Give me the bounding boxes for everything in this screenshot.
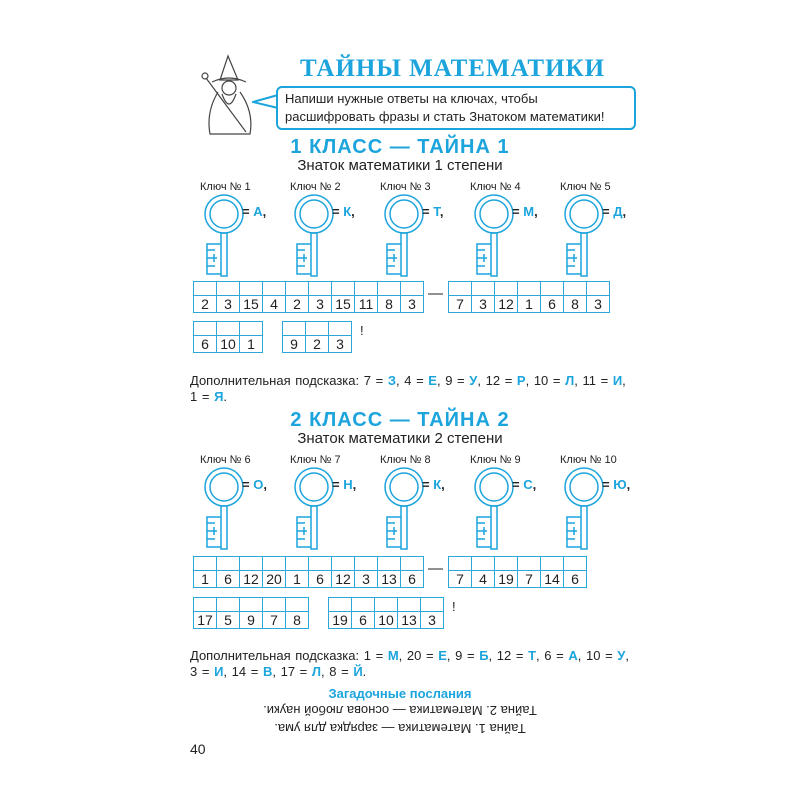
answer-cell[interactable] [217,281,240,313]
cell-number: 6 [316,571,324,587]
hint-letter: Р [516,373,526,388]
answer-input-box[interactable] [449,557,471,571]
answer-cell[interactable] [355,556,378,588]
hint-letter: Т [528,648,537,663]
exclamation: ! [360,323,364,338]
answer-input-box[interactable] [309,282,331,296]
hint-number: 10 [533,373,549,388]
answer-input-box[interactable] [263,598,285,612]
section-2-title: 2 КЛАСС — ТАЙНА 2 [290,409,510,431]
hint-label: Дополнительная подсказка: [190,648,360,663]
cell-number: 19 [332,612,348,628]
answer-grid [193,597,309,629]
cell-number: 6 [359,612,367,628]
cell-number: 3 [224,296,232,312]
answer-input-box[interactable] [217,598,239,612]
answer-cell[interactable] [332,556,355,588]
cell-number: 10 [378,612,394,628]
key-answer: = Т, [422,204,444,219]
answer-input-box[interactable] [564,557,586,571]
hint-letter: З [387,373,396,388]
hint-number: 9 [445,373,453,388]
key-label: Ключ № 9 [470,454,521,466]
key-label: Ключ № 6 [200,454,251,466]
exclamation: ! [452,599,456,614]
key-label: Ключ № 10 [560,454,617,466]
hint-letter: Л [311,664,322,679]
key-label: Ключ № 3 [380,181,431,193]
hint-letter: И [214,664,224,679]
hint-letter: И [612,373,623,388]
answer-grid [193,281,424,313]
answer-grid [448,281,610,313]
cell-number: 15 [335,296,351,312]
hint-text: Дополнительная подсказка: 1 = М, 20 = Е, 9 = Б, 12 = Т, 6 = А, 10 = У, 3 = И, 14 = В, 17 = Л, 8 = Й. [190,648,629,679]
answer-input-box[interactable] [286,598,308,612]
section-1-subtitle: Знаток математики 1 степени [297,157,503,174]
key-label: Ключ № 2 [290,181,341,193]
cell-number: 4 [270,296,278,312]
message-line-1-upside-down: Тайна 1. Математика — зарядка для ума. [274,721,526,736]
cell-number: 12 [243,571,259,587]
answer-cell[interactable] [240,321,263,353]
answer-input-box[interactable] [541,282,563,296]
cell-number: 6 [548,296,556,312]
key-letter: А [253,204,263,219]
answer-cell[interactable] [355,281,378,313]
dash: — [428,560,443,577]
dash: — [428,285,443,302]
answer-cell[interactable] [329,321,352,353]
answer-input-box[interactable] [355,282,377,296]
answer-input-box[interactable] [240,557,262,571]
answer-input-box[interactable] [286,557,308,571]
answer-input-box[interactable] [401,557,423,571]
key-label: Ключ № 1 [200,181,251,193]
key-letter: Н [343,477,353,492]
answer-input-box[interactable] [263,282,285,296]
answer-input-box[interactable] [263,557,285,571]
cell-number: 3 [594,296,602,312]
cell-number: 8 [385,296,393,312]
key-answer: = А, [242,204,267,219]
answer-cell[interactable] [375,597,398,629]
hint-number: 1 [363,648,371,663]
hint-label: Дополнительная подсказка: [190,373,360,388]
key-label: Ключ № 8 [380,454,431,466]
hint-number: 8 [329,664,337,679]
key-label: Ключ № 5 [560,181,611,193]
key-letter: М [523,204,535,219]
hint-number: 12 [485,373,501,388]
hint-letter: У [617,648,626,663]
key-letter: Д [613,204,623,219]
answer-input-box[interactable] [306,322,328,336]
answer-cell[interactable] [449,281,472,313]
answer-input-box[interactable] [283,322,305,336]
answer-grid [193,556,424,588]
hint-letter: В [262,664,273,679]
answer-cell[interactable] [495,281,518,313]
answer-input-box[interactable] [194,557,216,571]
answer-cell[interactable] [263,556,286,588]
cell-number: 19 [498,571,514,587]
hint-number: 10 [585,648,601,663]
answer-input-box[interactable] [518,557,540,571]
hint-letter: Я [214,389,224,404]
answer-input-box[interactable] [194,598,216,612]
answer-input-box[interactable] [564,282,586,296]
key-letter: С [523,477,533,492]
key-letter: К [433,477,442,492]
answer-input-box[interactable] [194,282,216,296]
answer-input-box[interactable] [472,557,494,571]
cell-number: 1 [525,296,533,312]
answer-cell[interactable] [401,556,424,588]
answer-input-box[interactable] [518,282,540,296]
cell-number: 9 [247,612,255,628]
answer-cell[interactable] [541,556,564,588]
answer-input-box[interactable] [286,282,308,296]
cell-number: 2 [293,296,301,312]
answer-cell[interactable] [194,281,217,313]
answer-cell[interactable] [283,321,306,353]
answer-input-box[interactable] [355,557,377,571]
key-answer: = М, [512,204,538,219]
answer-cell[interactable] [518,556,541,588]
hint-number: 9 [455,648,463,663]
answer-input-box[interactable] [378,557,400,571]
hint-letter: Й [353,664,363,679]
answer-cell[interactable] [309,281,332,313]
cell-number: 20 [266,571,282,587]
answer-cell[interactable] [421,597,444,629]
answer-input-box[interactable] [541,557,563,571]
answer-input-box[interactable] [332,557,354,571]
answer-cell[interactable] [401,281,424,313]
cell-number: 3 [362,571,370,587]
hint-number: 6 [544,648,552,663]
key-letter: Т [433,204,440,219]
hint-letter: Е [428,373,437,388]
answer-input-box[interactable] [398,598,420,612]
answer-cell[interactable] [378,556,401,588]
messages-heading: Загадочные послания [328,686,472,701]
cell-number: 7 [270,612,278,628]
answer-cell[interactable] [564,281,587,313]
answer-cell[interactable] [286,556,309,588]
hint-number: 7 [363,373,371,388]
answer-cell[interactable] [449,556,472,588]
cell-number: 5 [224,612,232,628]
page-number: 40 [190,741,206,757]
answer-grid [193,321,263,353]
answer-cell[interactable] [518,281,541,313]
answer-cell[interactable] [240,556,263,588]
cell-number: 13 [401,612,417,628]
answer-cell[interactable] [472,556,495,588]
hint-text: Дополнительная подсказка: 7 = З, 4 = Е, 9 = У, 12 = Р, 10 = Л, 11 = И, 1 = Я. [190,373,626,404]
answer-cell[interactable] [587,281,610,313]
answer-input-box[interactable] [587,282,609,296]
cell-number: 6 [408,571,416,587]
cell-number: 3 [408,296,416,312]
key-letter: К [343,204,352,219]
hint-letter: Л [565,373,575,388]
cell-number: 3 [316,296,324,312]
answer-input-box[interactable] [309,557,331,571]
cell-number: 2 [313,336,321,352]
cell-number: 12 [335,571,351,587]
answer-cell[interactable] [378,281,401,313]
answer-input-box[interactable] [217,322,239,336]
key-answer: = К, [422,477,445,492]
answer-cell[interactable] [194,321,217,353]
answer-input-box[interactable] [217,282,239,296]
answer-cell[interactable] [472,281,495,313]
cell-number: 3 [428,612,436,628]
answer-input-box[interactable] [194,322,216,336]
hint-letter: М [387,648,399,663]
cell-number: 14 [544,571,560,587]
answer-input-box[interactable] [449,282,471,296]
answer-input-box[interactable] [240,282,262,296]
cell-number: 11 [358,296,374,312]
answer-grid [328,597,444,629]
answer-grid [282,321,352,353]
cell-number: 15 [243,296,259,312]
hint-letter: А [568,648,578,663]
key-answer: = Д, [602,204,627,219]
answer-input-box[interactable] [401,282,423,296]
hint-number: 14 [231,664,247,679]
hint-number: 11 [582,373,596,388]
answer-input-box[interactable] [332,282,354,296]
answer-input-box[interactable] [378,282,400,296]
cell-number: 8 [571,296,579,312]
answer-input-box[interactable] [495,557,517,571]
cell-number: 8 [293,612,301,628]
answer-cell[interactable] [564,556,587,588]
cell-number: 7 [456,296,464,312]
key-letter: О [253,477,264,492]
hint-letter: Б [479,648,489,663]
answer-input-box[interactable] [472,282,494,296]
hint-number: 4 [404,373,412,388]
answer-cell[interactable] [309,556,332,588]
answer-cell[interactable] [306,321,329,353]
answer-cell[interactable] [263,281,286,313]
answer-input-box[interactable] [375,598,397,612]
answer-input-box[interactable] [352,598,374,612]
answer-input-box[interactable] [495,282,517,296]
cell-number: 12 [498,296,514,312]
key-answer: = К, [332,204,355,219]
key-answer: = Ю, [602,477,631,492]
hint-number: 12 [496,648,512,663]
answer-cell[interactable] [194,556,217,588]
answer-cell[interactable] [495,556,518,588]
answer-cell[interactable] [217,556,240,588]
hint-letter: У [469,373,478,388]
key-answer: = С, [512,477,537,492]
cell-number: 7 [525,571,533,587]
answer-input-box[interactable] [329,322,351,336]
answer-cell[interactable] [286,281,309,313]
answer-cell[interactable] [352,597,375,629]
message-line-2-upside-down: Тайна 2. Математика — основа любой науки. [263,703,537,718]
section-1-title: 1 КЛАСС — ТАЙНА 1 [290,136,510,158]
answer-cell[interactable] [329,597,352,629]
hint-number: 17 [280,664,296,679]
answer-input-box[interactable] [329,598,351,612]
cell-number: 10 [220,336,236,352]
answer-cell[interactable] [398,597,421,629]
answer-input-box[interactable] [240,322,262,336]
cell-number: 13 [381,571,397,587]
hint-letter: Е [438,648,447,663]
cell-number: 17 [197,612,213,628]
instruction-bubble: Напиши нужные ответы на ключах, чтобы расшифровать фразы и стать Знатоком математики! [276,86,636,130]
key-label: Ключ № 4 [470,181,521,193]
key-answer: = О, [242,477,267,492]
cell-number: 6 [224,571,232,587]
cell-number: 3 [336,336,344,352]
cell-number: 6 [201,336,209,352]
answer-cell[interactable] [217,321,240,353]
answer-input-box[interactable] [217,557,239,571]
answer-cell[interactable] [240,281,263,313]
cell-number: 1 [201,571,209,587]
answer-input-box[interactable] [421,598,443,612]
cell-number: 2 [201,296,209,312]
section-2-subtitle: Знаток математики 2 степени [297,430,503,447]
cell-number: 6 [571,571,579,587]
key-label: Ключ № 7 [290,454,341,466]
answer-cell[interactable] [541,281,564,313]
key-letter: Ю [613,477,627,492]
key-answer: = Н, [332,477,357,492]
cell-number: 9 [290,336,298,352]
answer-grid [448,556,587,588]
answer-cell[interactable] [194,597,217,629]
cell-number: 1 [293,571,301,587]
cell-number: 3 [479,296,487,312]
cell-number: 1 [247,336,255,352]
answer-cell[interactable] [240,597,263,629]
answer-cell[interactable] [263,597,286,629]
hint-number: 1 [190,389,198,404]
cell-number: 4 [479,571,487,587]
hint-number: 20 [406,648,422,663]
answer-cell[interactable] [217,597,240,629]
answer-cell[interactable] [286,597,309,629]
answer-cell[interactable] [332,281,355,313]
cell-number: 7 [456,571,464,587]
hint-number: 3 [190,664,198,679]
page-title: ТАЙНЫ МАТЕМАТИКИ [300,55,606,82]
answer-input-box[interactable] [240,598,262,612]
